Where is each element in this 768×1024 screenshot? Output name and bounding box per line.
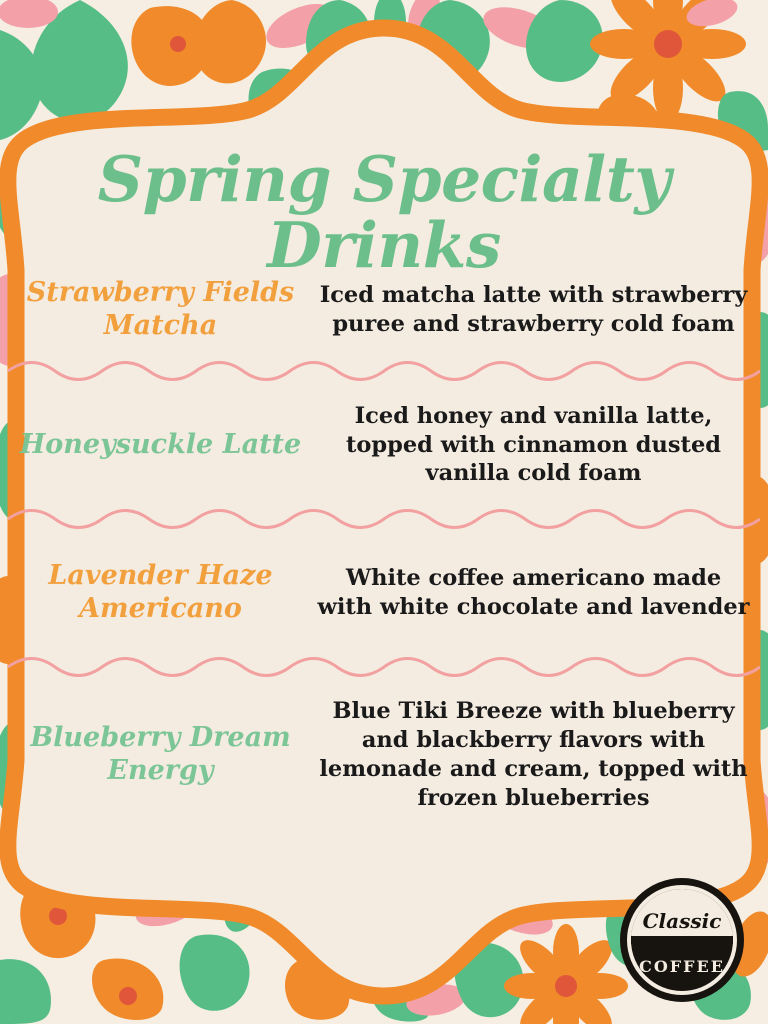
list-item: [8, 262, 760, 358]
drink-description: Iced honey and vanilla latte, topped with cinnamon dusted vanilla cold foam: [346, 402, 721, 487]
list-item: [8, 384, 760, 506]
drink-description: Blue Tiki Breeze with blueberry and blackberry flavors with lemonade and cream, topped with frozen blueberries: [319, 698, 748, 811]
logo-bottom-text: COFFEE: [639, 957, 725, 976]
wave-divider: [8, 358, 760, 384]
list-item: [8, 680, 760, 830]
wave-divider: [8, 654, 760, 680]
wave-divider: [8, 506, 760, 532]
drink-name: Honeysuckle Latte: [19, 428, 302, 460]
list-item: [8, 532, 760, 654]
menu-list: [8, 262, 760, 830]
classic-coffee-logo: [618, 876, 746, 1004]
drink-description: Iced matcha latte with strawberry puree and strawberry cold foam: [319, 282, 748, 337]
drink-name: Blueberry Dream Energy: [30, 722, 291, 786]
logo-top-text: Classic: [642, 909, 722, 933]
drink-name: Lavender Haze Americano: [48, 560, 273, 624]
drink-description: White coffee americano made with white chocolate and lavender: [317, 565, 750, 620]
page-title: Spring Specialty Drinks: [97, 142, 671, 283]
drink-name: Strawberry Fields Matcha: [26, 277, 295, 341]
